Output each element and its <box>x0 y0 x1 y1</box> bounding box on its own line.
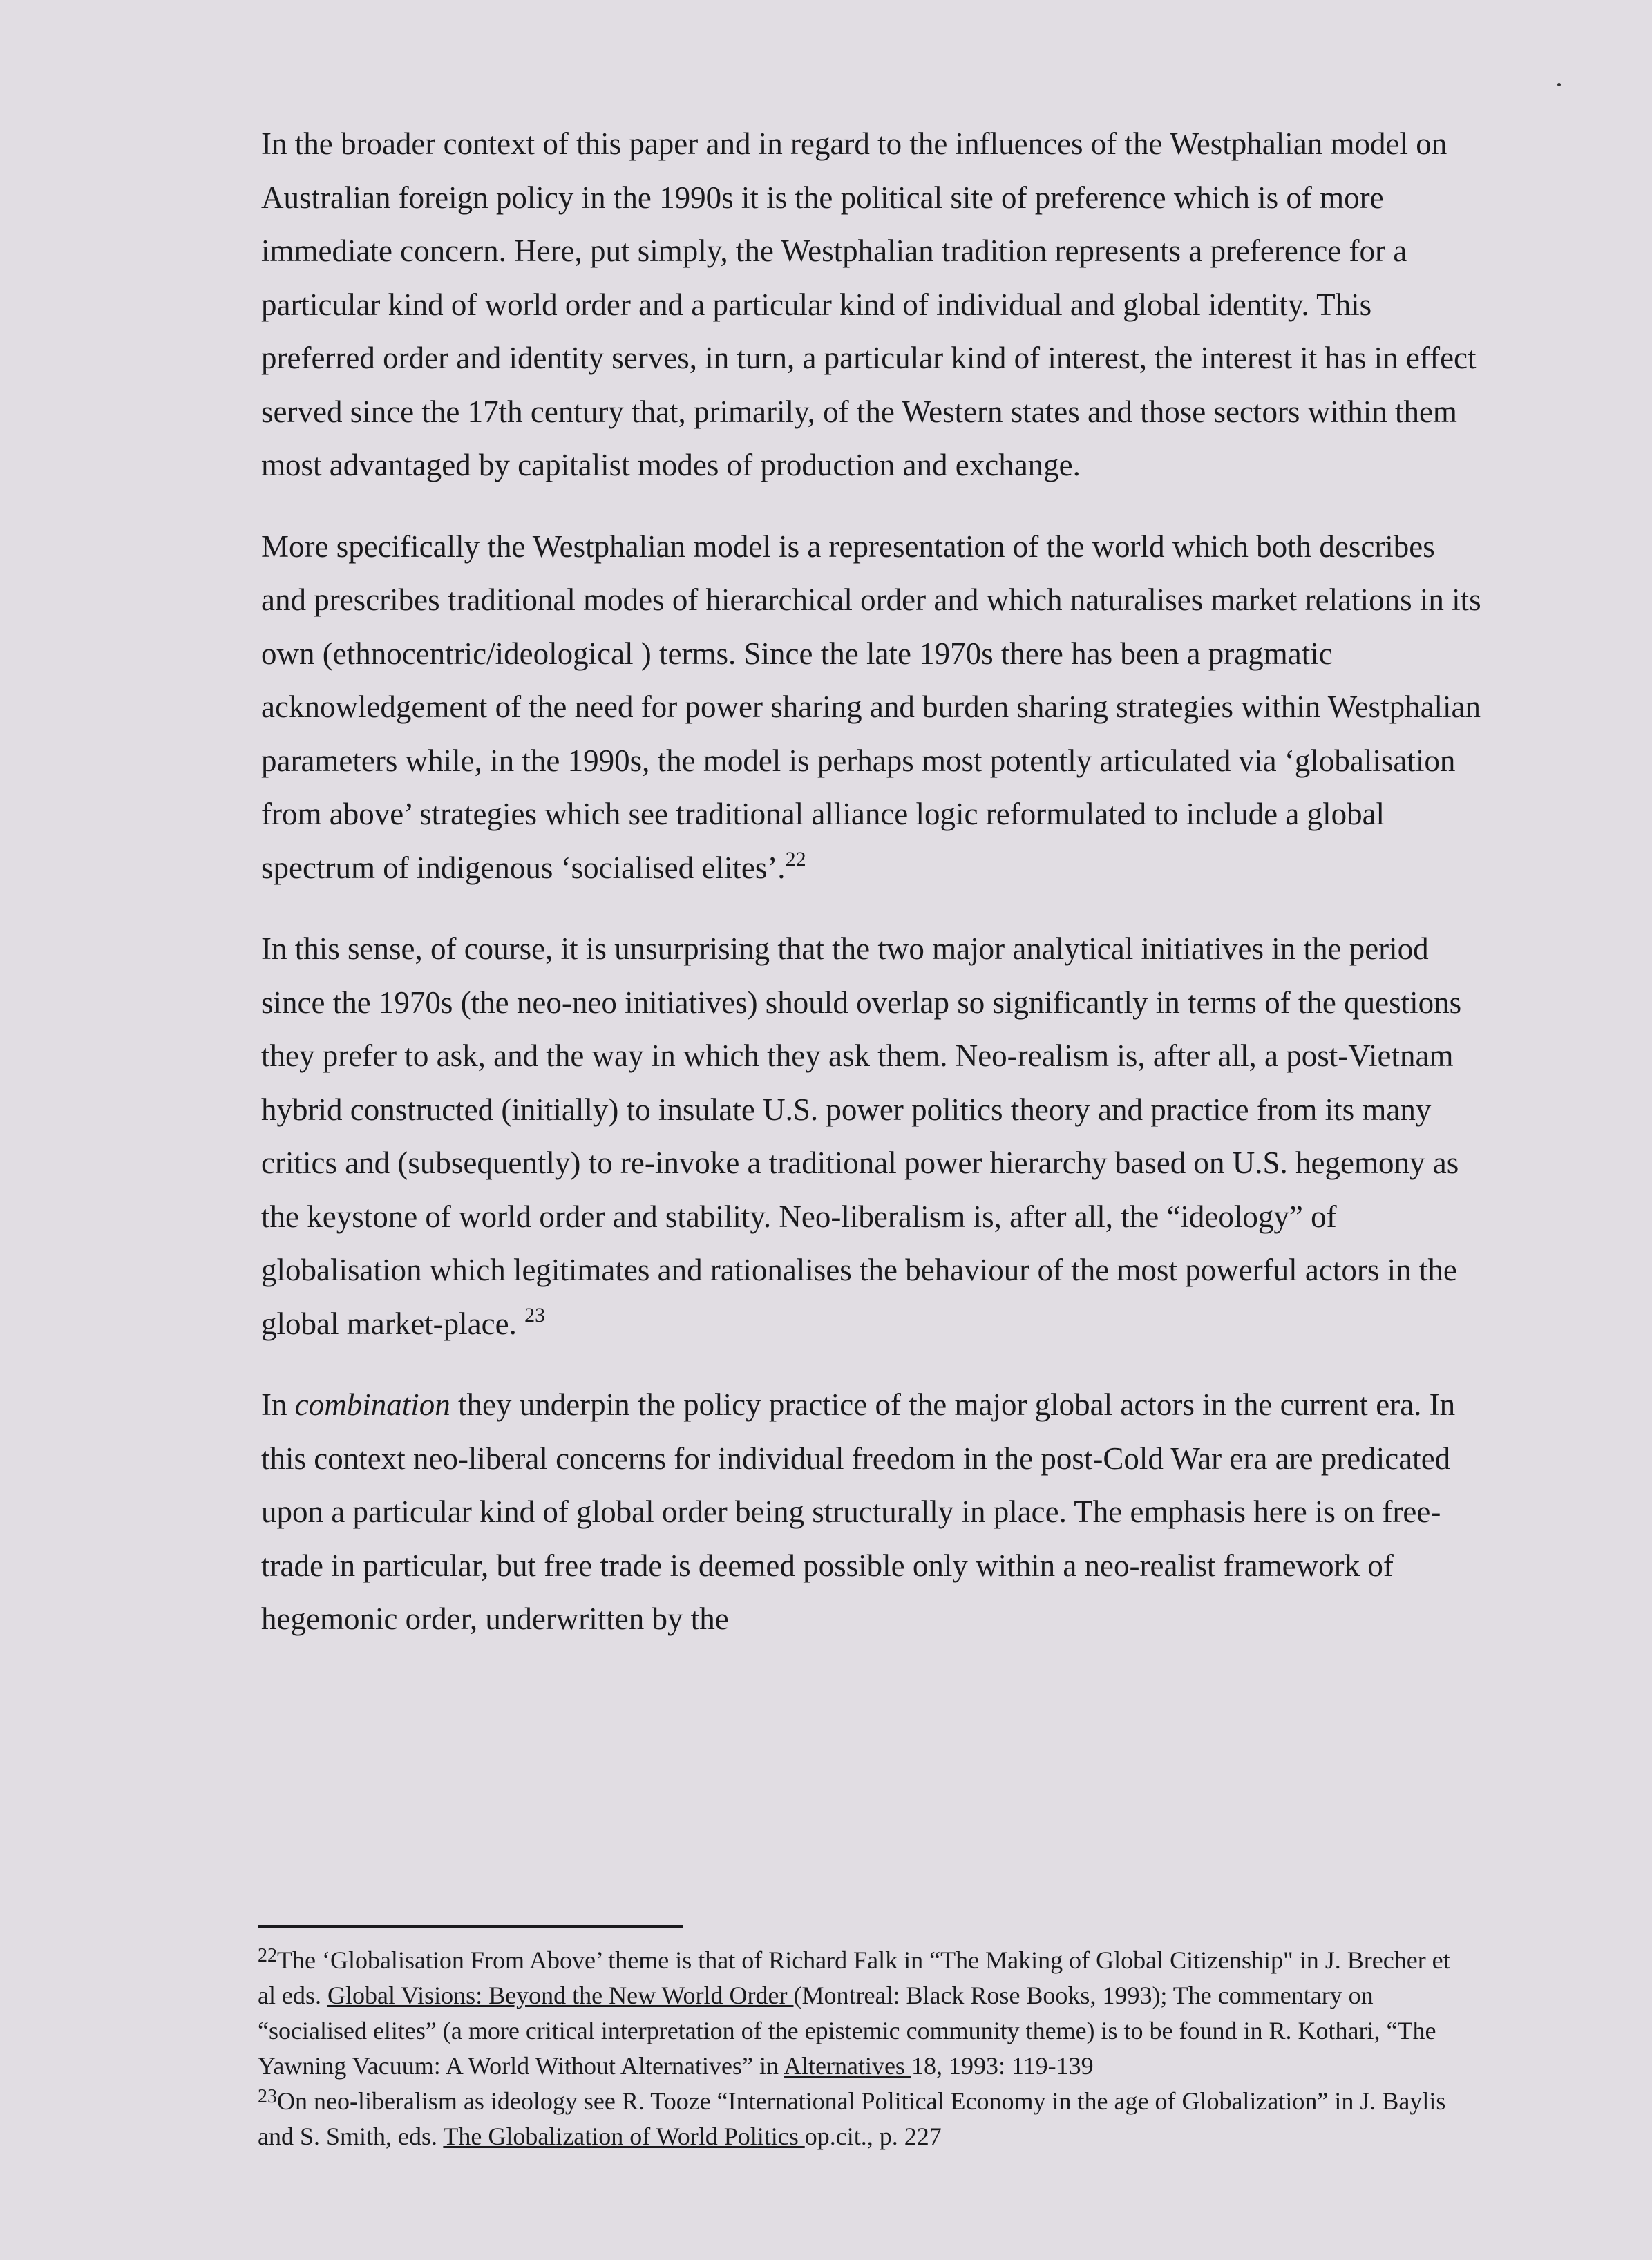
footnote-ref-22: 22 <box>785 847 806 871</box>
paragraph-4-rest: they underpin the policy practice of the major global actors in the current era. In this context neo-liberal concerns for individual freedom in the post-Cold War era are predicated upon a particular kind of global order being structurally in place. The emphasis here is on free-trade in particular, but free trade is deemed possible only within a neo-realist framework of hegemonic order, underwritten by the <box>261 1387 1456 1636</box>
footnote-22-book-title: Global Visions: Beyond the New World Order <box>327 1982 794 2009</box>
footnote-23 <box>258 2084 1460 2154</box>
paragraph-2-text: More specifically the Westphalian model is a representation of the world which both describes and prescribes traditional modes of hierarchical order and which naturalises market relations in its own (ethnocentric/ideological ) terms. Since the late 1970s there has been a pragmatic acknowledgement of the need for power sharing and burden sharing strategies within Westphalian parameters while, in the 1990s, the model is perhaps most potently articulated via ‘globalisation from above’ strategies which see traditional alliance logic reformulated to include a global spectrum of indigenous ‘socialised elites’. <box>261 529 1481 885</box>
footnote-22 <box>258 1943 1460 2084</box>
paragraph-4-start: In <box>261 1387 295 1422</box>
speck-mark <box>1557 83 1561 86</box>
footnote-ref-23: 23 <box>524 1303 546 1327</box>
paragraph-1-text: In the broader context of this paper and in regard to the influences of the Westphalian model on Australian foreign policy in the 1990s it is the political site of preference which is of more immediate concern. Here, put simply, the Westphalian tradition represents a preference for a particular kind of world order and a particular kind of individual and global identity. This preferred order and identity serves, in turn, a particular kind of interest, the interest it has in effect served since the 17th century that, primarily, of the Western states and those sectors within them most advantaged by capitalist modes of production and exchange. <box>261 126 1477 482</box>
footnote-22-journal-title: Alternatives <box>784 2052 911 2080</box>
paragraph-4-emphasis: combination <box>294 1387 450 1422</box>
footnote-22-text-c: 18, 1993: 119-139 <box>911 2052 1094 2080</box>
body-text <box>261 117 1484 1674</box>
paragraph-2 <box>261 520 1484 895</box>
footnote-divider <box>258 1925 683 1928</box>
footnote-22-text-a: The ‘Globalisation From Above’ theme is that of Richard Falk in “The Making of Global Citizenship" in J. Brecher et al eds. <box>258 1946 1450 2009</box>
paragraph-3 <box>261 922 1484 1351</box>
paragraph-4 <box>261 1378 1484 1646</box>
footnote-23-text-b: op.cit., p. 227 <box>804 2123 942 2150</box>
footnote-23-book-title: The Globalization of World Politics <box>443 2123 805 2150</box>
footnote-22-text-b: (Montreal: Black Rose Books, 1993); The commentary on “socialised elites” (a more critical interpretation of the epistemic community theme) is to be found in R. Kothari, “The Yawning Vacuum: A World Without Alternatives” in <box>258 1982 1436 2080</box>
footnote-23-text-a: On neo-liberalism as ideology see R. Tooze “International Political Economy in the age of Globalization” in J. Baylis and S. Smith, eds. <box>258 2087 1446 2150</box>
footnote-23-number: 23 <box>258 2086 277 2107</box>
paragraph-1 <box>261 117 1484 493</box>
paragraph-3-text: In this sense, of course, it is unsurprising that the two major analytical initiatives in the period since the 1970s (the neo-neo initiatives) should overlap so significantly in terms of the questions they prefer to ask, and the way in which they ask them. Neo-realism is, after all, a post-Vietnam hybrid constructed (initially) to insulate U.S. power politics theory and practice from its many critics and (subsequently) to re-invoke a traditional power hierarchy based on U.S. hegemony as the keystone of world order and stability. Neo-liberalism is, after all, the “ideology” of globalisation which legitimates and rationalises the behaviour of the most powerful actors in the global market-place. <box>261 931 1462 1341</box>
footnotes <box>258 1943 1460 2154</box>
footnote-22-number: 22 <box>258 1945 277 1966</box>
